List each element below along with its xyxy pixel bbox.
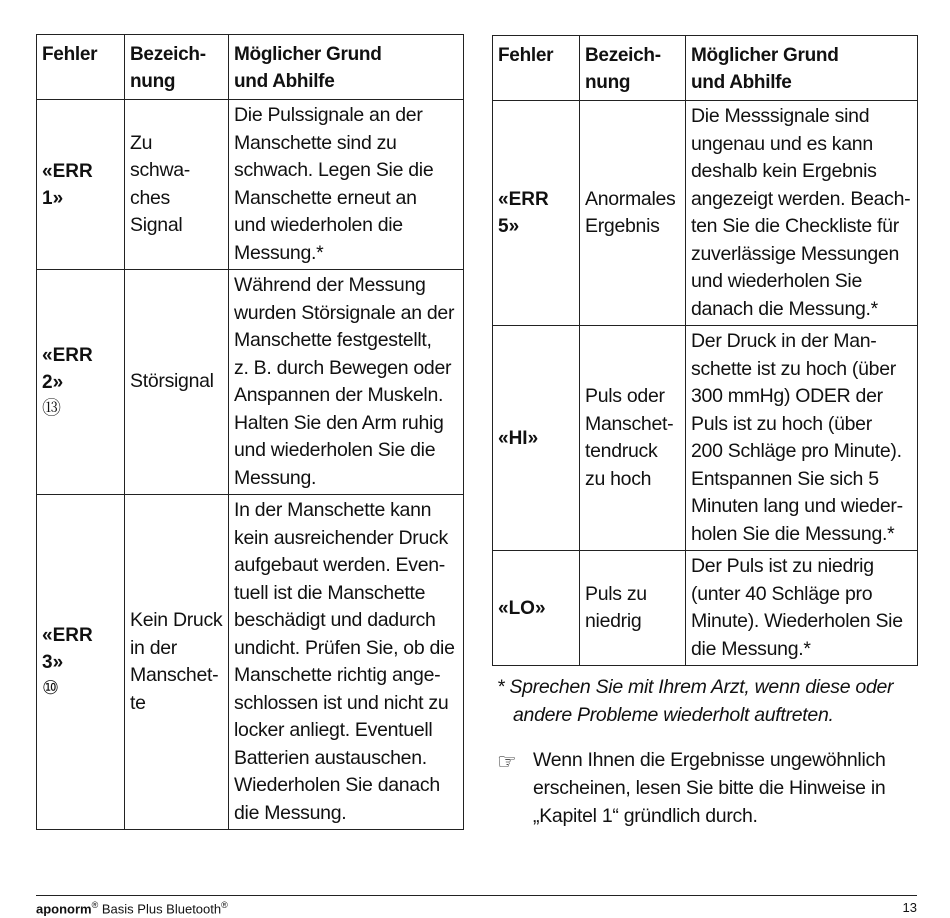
- error-code-cell: [493, 551, 580, 666]
- table-row: [37, 100, 464, 270]
- error-remedy: Der Druck in der Man- schette ist zu hoch (über 300 mmHg) ODER der Puls ist zu hoch (über 200 Schläge pro Minute). Entspannen Sie sich 5 Minuten lang und wieder- holen Sie die Messung.*: [691, 330, 903, 545]
- brand-name: aponorm: [36, 901, 92, 917]
- hint-note: [497, 746, 917, 830]
- error-code-cell: [493, 326, 580, 551]
- error-remedy-cell: [229, 270, 464, 495]
- figure-reference: ⑩: [42, 678, 60, 699]
- error-name-cell: [580, 326, 686, 551]
- error-code: «ERR 5»: [498, 189, 549, 237]
- error-name-cell: [580, 101, 686, 326]
- table-row: [493, 551, 918, 666]
- pointing-hand-icon: ☞: [497, 749, 517, 774]
- error-table-right: [492, 35, 918, 666]
- error-remedy: Die Messsignale sind ungenau und es kann deshalb kein Ergebnis angezeigt werden. Beach- ten Sie die Checkliste für zuverlässige Messungen und wiederholen Sie danach die Messung.*: [691, 105, 911, 320]
- error-name: Störsignal: [130, 370, 214, 393]
- header-grund: Möglicher Grund und Abhilfe: [686, 36, 918, 101]
- registered-mark: ®: [221, 900, 228, 910]
- error-code: «LO»: [498, 597, 546, 619]
- header-fehler: Fehler: [37, 35, 125, 100]
- header-grund: Möglicher Grund und Abhilfe: [229, 35, 464, 100]
- error-remedy-cell: [229, 495, 464, 830]
- table-row: [493, 101, 918, 326]
- error-code-cell: [37, 100, 125, 270]
- table-header-row: [493, 36, 918, 101]
- header-fehler: Fehler: [493, 36, 580, 101]
- error-remedy-cell: [686, 551, 918, 666]
- table-header-row: [37, 35, 464, 100]
- error-table-left: [36, 34, 464, 830]
- error-remedy-cell: [686, 101, 918, 326]
- error-name-cell: [125, 100, 229, 270]
- error-name: Puls oder Manschet- tendruck zu hoch: [585, 385, 674, 490]
- error-name-cell: [125, 495, 229, 830]
- error-remedy: Die Pulssignale an der Manschette sind zu schwach. Legen Sie die Manschette erneut an und wiederholen die Messung.*: [234, 104, 434, 264]
- error-code-cell: [493, 101, 580, 326]
- page-number: 13: [902, 900, 917, 915]
- error-name-cell: [580, 551, 686, 666]
- error-name: Puls zu niedrig: [585, 582, 647, 632]
- error-code: «ERR 3»: [42, 625, 93, 673]
- error-remedy: Der Puls ist zu niedrig (unter 40 Schläge pro Minute). Wiederholen Sie die Messung.*: [691, 555, 903, 660]
- error-code: «ERR 1»: [42, 160, 93, 209]
- error-name-cell: [125, 270, 229, 495]
- hint-text: Wenn Ihnen die Ergebnisse ungewöhnlich erscheinen, lesen Sie bitte die Hinweise in „Kapitel 1“ gründlich durch.: [533, 749, 886, 827]
- header-bezeichnung: Bezeich- nung: [580, 36, 686, 101]
- figure-reference: ⑬: [42, 398, 62, 419]
- error-code-cell: [37, 270, 125, 495]
- footer-divider: [36, 895, 917, 896]
- error-remedy-cell: [686, 326, 918, 551]
- error-name: Kein Druck in der Manschet- te: [130, 609, 223, 714]
- error-remedy-cell: [229, 100, 464, 270]
- error-remedy: In der Manschette kann kein ausreichender Druck aufgebaut werden. Even- tuell ist die Manschette beschädigt und dadurch undicht. Prüfen Sie, ob die Manschette richtig ange- schlossen ist und nicht zu locker anliegt. Eventuell Batterien austauschen. Wiederholen Sie danach die Messung.: [234, 499, 455, 824]
- table-row: [493, 326, 918, 551]
- error-code: «ERR 2»: [42, 345, 93, 393]
- footnote: [497, 673, 917, 729]
- header-bezeichnung: Bezeich- nung: [125, 35, 229, 100]
- error-name: Anormales Ergebnis: [585, 187, 676, 237]
- error-code: «HI»: [498, 427, 539, 449]
- footer-product-name: [36, 900, 228, 916]
- table-row: [37, 495, 464, 830]
- footnote-line-1: * Sprechen Sie mit Ihrem Arzt, wenn diese oder: [497, 676, 894, 698]
- table-row: [37, 270, 464, 495]
- error-remedy: Während der Messung wurden Störsignale an der Manschette festgestellt, z. B. durch Bewegen oder Anspannen der Muskeln. Halten Sie den Arm ruhig und wiederholen Sie die Messung.: [234, 274, 455, 489]
- product-name: Basis Plus Bluetooth: [98, 901, 222, 917]
- error-name: Zu schwa- ches Signal: [130, 131, 190, 236]
- registered-mark: ®: [91, 900, 99, 910]
- error-code-cell: [37, 495, 125, 830]
- footnote-line-2: andere Probleme wiederholt auftreten.: [513, 704, 834, 726]
